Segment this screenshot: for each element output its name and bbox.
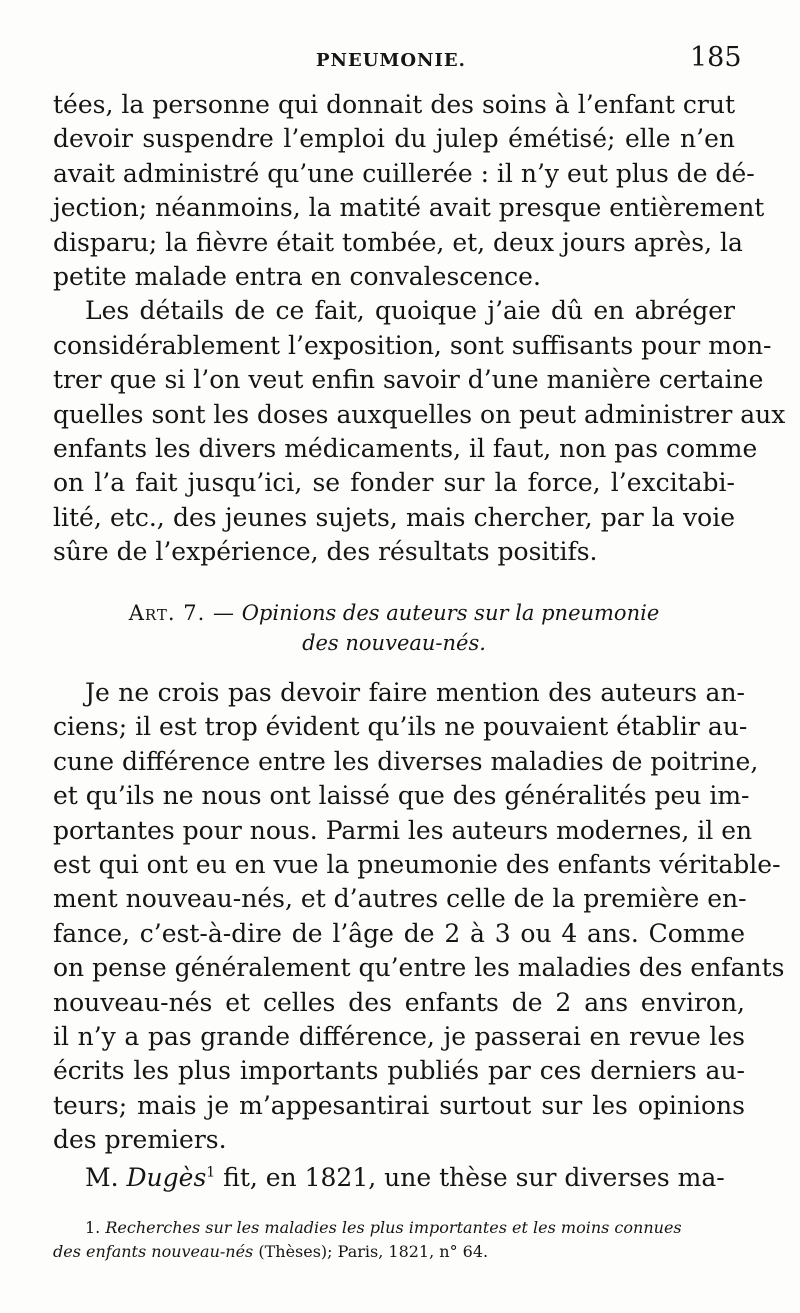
footnote-title-part-2: des enfants nouveau-nés	[53, 1242, 254, 1261]
section-heading	[53, 598, 735, 658]
text-line: sûre de l’expérience, des résultats positifs.	[53, 537, 598, 567]
section-title-part-2: des nouveau-nés.	[302, 631, 486, 655]
text-line: est qui ont eu en vue la pneumonie des enfants véritable-	[53, 849, 781, 879]
text-line: des premiers.	[53, 1125, 227, 1155]
section-label: Art. 7. —	[128, 601, 235, 625]
footnote-citation: (Thèses); Paris, 1821, n° 64.	[253, 1242, 489, 1261]
section-heading-line-1	[53, 598, 735, 628]
text-line: devoir suspendre l’emploi du julep émétisé; elle n’en	[53, 124, 735, 154]
text-line: trer que si l’on veut enfin savoir d’une manière certaine	[53, 365, 764, 395]
paragraph-3	[53, 676, 785, 1157]
footnote-line-1	[53, 1216, 745, 1240]
text-line: écrits les plus importants publiés par ces derniers au-	[53, 1056, 745, 1086]
text-line: fance, c’est-à-dire de l’âge de 2 à 3 ou 4 ans. Comme	[53, 918, 745, 948]
footnote-title-part-1: Recherches sur les maladies les plus importantes et les moins connues	[105, 1218, 682, 1237]
footnote	[53, 1216, 745, 1264]
paragraph-4-text: fit, en 1821, une thèse sur diverses ma-	[215, 1163, 725, 1192]
text-line: petite malade entra en convalescence.	[53, 261, 541, 291]
body-text-top	[53, 88, 786, 569]
author-name: Dugès	[126, 1163, 207, 1192]
paragraph-1	[53, 88, 765, 294]
text-line: il n’y a pas grande différence, je passerai en revue les	[53, 1021, 745, 1051]
text-line: nouveau-nés et celles des enfants de 2 ans environ,	[53, 987, 745, 1017]
running-head: PNEUMONIE.	[316, 50, 466, 71]
paragraph-2	[53, 294, 786, 569]
paragraph-4	[53, 1161, 745, 1195]
text-line: tées, la personne qui donnait des soins à l’enfant crut	[53, 90, 735, 119]
paragraph-4-prefix: M.	[85, 1163, 127, 1192]
text-line: considérablement l’exposition, sont suffisants pour mon-	[53, 330, 772, 360]
text-line: jection; néanmoins, la matité avait presque entièrement	[53, 193, 765, 223]
text-line: teurs; mais je m’appesantirai surtout sur les opinions	[53, 1090, 745, 1120]
text-line: enfants les divers médicaments, il faut, non pas comme	[53, 433, 758, 463]
text-line: portantes pour nous. Parmi les auteurs modernes, il en	[53, 815, 753, 845]
text-line: Je ne crois pas devoir faire mention des auteurs an-	[85, 678, 745, 707]
text-line: cune différence entre les diverses maladies de poitrine,	[53, 746, 759, 776]
text-line: on l’a fait jusqu’ici, se fonder sur la force, l’excitabi-	[53, 468, 735, 498]
text-line: disparu; la fièvre était tombée, et, deux jours après, la	[53, 227, 743, 257]
text-line: avait administré qu’une cuillerée : il n’y eut plus de dé-	[53, 158, 755, 188]
text-line: on pense généralement qu’entre les maladies des enfants	[53, 953, 785, 983]
page-number: 185	[690, 42, 742, 73]
text-line: et qu’ils ne nous ont laissé que des généralités peu im-	[53, 781, 750, 811]
text-line: Les détails de ce fait, quoique j’aie dû en abréger	[85, 296, 735, 326]
page-header	[0, 40, 800, 80]
text-line: lité, etc., des jeunes sujets, mais chercher, par la voie	[53, 502, 735, 532]
footnote-mark: 1	[206, 1164, 216, 1181]
footnote-line-2	[53, 1240, 745, 1264]
text-line: quelles sont les doses auxquelles on peut administrer aux	[53, 399, 786, 429]
text-line: ciens; il est trop évident qu’ils ne pouvaient établir au-	[53, 712, 748, 742]
section-title-part-1: Opinions des auteurs sur la pneumonie	[241, 601, 660, 625]
text-line: ment nouveau-nés, et d’autres celle de la première en-	[53, 884, 747, 914]
footnote-number: 1.	[85, 1218, 101, 1237]
